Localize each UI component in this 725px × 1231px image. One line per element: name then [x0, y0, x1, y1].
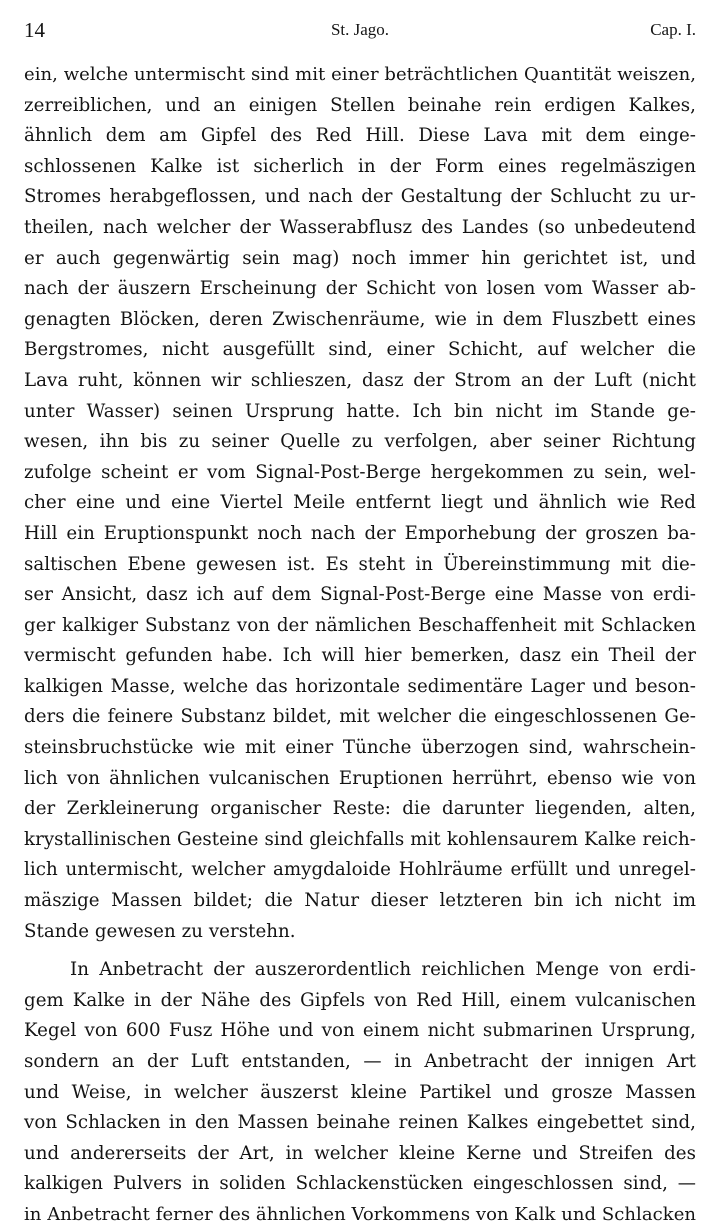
text-line: nach der äuszern Erscheinung der Schicht von losen vom Wasser ab- — [24, 278, 696, 300]
text-line: zerreiblichen, und an einigen Stellen beinahe rein erdigen Kalkes, — [24, 94, 696, 116]
text-line: mäszige Massen bildet; die Natur dieser letzteren bin ich nicht im — [24, 890, 696, 912]
text-line: steinsbruchstücke wie mit einer Tünche überzogen sind, wahrschein- — [24, 737, 696, 759]
text-line: Lava ruht, können wir schlieszen, dasz der Strom an der Luft (nicht — [24, 369, 696, 391]
text-line: lich untermischt, welcher amygdaloide Hohlräume erfüllt und unregel- — [24, 859, 696, 881]
text-line: In Anbetracht der auszerordentlich reichlichen Menge von erdi- — [70, 959, 696, 981]
text-line: ger kalkiger Substanz von der nämlichen Beschaffenheit mit Schlacken — [24, 614, 696, 636]
text-line: ser Ansicht, dasz ich auf dem Signal-Post-Berge eine Masse von erdi- — [24, 584, 696, 606]
text-line: gem Kalke in der Nähe des Gipfels von Red Hill, einem vulcanischen — [24, 989, 696, 1011]
chapter-label: Cap. I. — [650, 20, 696, 39]
text-line: theilen, nach welcher der Wasserabflusz des Landes (so unbedeutend — [24, 216, 696, 238]
page-header — [24, 14, 696, 44]
text-line: und Weise, in welcher äuszerst kleine Partikel und grosze Massen — [24, 1081, 696, 1103]
text-line: in Anbetracht ferner des ähnlichen Vorkommens von Kalk und Schlacken — [24, 1203, 697, 1225]
running-title: St. Jago. — [330, 20, 390, 39]
paragraph — [24, 955, 696, 1230]
text-line: Stande gewesen zu verstehn. — [24, 920, 296, 942]
text-line: Stromes herabgeflossen, und nach der Gestaltung der Schlucht zu ur- — [24, 186, 696, 208]
text-line: Hill ein Eruptionspunkt noch nach der Emporhebung der groszen ba- — [24, 522, 696, 544]
paragraph-gap — [24, 947, 696, 955]
text-line: unter Wasser) seinen Ursprung hatte. Ich bin nicht im Stande ge- — [24, 400, 696, 422]
text-line: kalkigen Pulvers in soliden Schlackenstücken eingeschlossen sind, — — [24, 1173, 696, 1195]
text-line: von Schlacken in den Massen beinahe reinen Kalkes eingebettet sind, — [24, 1112, 696, 1134]
page-number: 14 — [24, 18, 45, 42]
text-line: zufolge scheint er vom Signal-Post-Berge hergekommen zu sein, wel- — [24, 461, 696, 483]
text-line: der Zerkleinerung organischer Reste: die darunter liegenden, alten, — [24, 798, 696, 820]
text-line: ähnlich dem am Gipfel des Red Hill. Diese Lava mit dem einge- — [24, 125, 696, 147]
body-text — [24, 60, 696, 1231]
text-line: genagten Blöcken, deren Zwischenräume, wie in dem Fluszbett eines — [24, 308, 696, 330]
text-line: cher eine und eine Viertel Meile entfernt liegt und ähnlich wie Red — [24, 492, 696, 514]
text-line: Kegel von 600 Fusz Höhe und von einem nicht submarinen Ursprung, — [24, 1020, 696, 1042]
paragraph — [24, 60, 696, 947]
text-line: kalkigen Masse, welche das horizontale sedimentäre Lager und beson- — [24, 675, 696, 697]
text-line: Bergstromes, nicht ausgefüllt sind, einer Schicht, auf welcher die — [24, 339, 696, 361]
text-line: und andererseits der Art, in welcher kleine Kerne und Streifen des — [24, 1142, 696, 1164]
text-line: sondern an der Luft entstanden, — in Anbetracht der innigen Art — [24, 1051, 696, 1072]
text-line: lich von ähnlichen vulcanischen Eruptionen herrührt, ebenso wie von — [24, 767, 696, 789]
text-line: er auch gegenwärtig sein mag) noch immer hin gerichtet ist, und — [24, 247, 696, 269]
text-line: wesen, ihn bis zu seiner Quelle zu verfolgen, aber seiner Richtung — [24, 431, 696, 453]
text-line: ders die feinere Substanz bildet, mit welcher die eingeschlossenen Ge- — [24, 706, 696, 728]
text-line: krystallinischen Gesteine sind gleichfalls mit kohlensaurem Kalke reich- — [24, 828, 696, 850]
text-line: ein, welche untermischt sind mit einer beträchtlichen Quantität weiszen, — [24, 64, 696, 85]
text-line: vermischt gefunden habe. Ich will hier bemerken, dasz ein Theil der — [24, 645, 696, 667]
text-line: schlossenen Kalke ist sicherlich in der Form eines regelmäszigen — [24, 155, 696, 177]
text-line: saltischen Ebene gewesen ist. Es steht in Übereinstimmung mit die- — [24, 553, 696, 575]
